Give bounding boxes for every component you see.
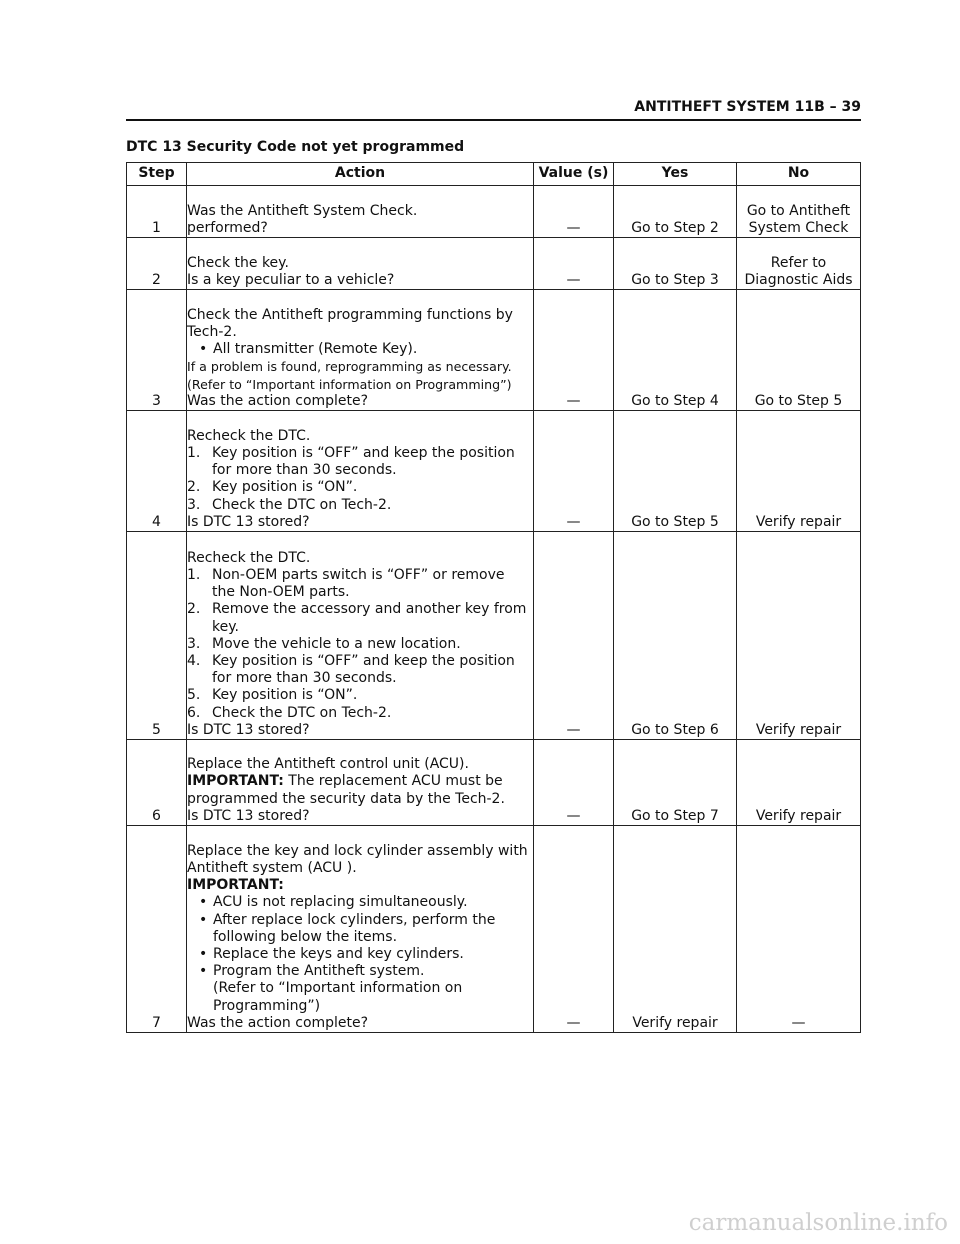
- header-rule: [126, 119, 861, 121]
- action-line: Is a key peculiar to a vehicle?: [187, 271, 395, 288]
- action-step-item: [187, 653, 533, 687]
- value-cell: —: [534, 290, 614, 411]
- no-cell: —: [737, 826, 861, 1033]
- item-line: for more than 30 seconds.: [212, 462, 397, 479]
- page-title: DTC 13 Security Code not yet programmed: [126, 139, 465, 155]
- action-cell: [187, 238, 534, 290]
- table-row: [127, 532, 861, 740]
- no-line: Diagnostic Aids: [744, 271, 853, 288]
- bullet-text: Program the Antitheft system.: [213, 963, 425, 980]
- yes-cell: Go to Step 6: [614, 532, 737, 740]
- action-step-item: [187, 497, 533, 514]
- action-cell: [187, 290, 534, 411]
- item-line: Key position is “OFF” and keep the position: [212, 444, 515, 461]
- action-step-item: [187, 687, 533, 704]
- item-number: 6.: [187, 704, 201, 721]
- action-question: Is DTC 13 stored?: [187, 721, 310, 738]
- no-cell: [737, 238, 861, 290]
- action-cell: [187, 826, 534, 1033]
- action-line: Was the Antitheft System Check.: [187, 202, 418, 219]
- no-cell: [737, 186, 861, 238]
- item-line: the Non-OEM parts.: [212, 584, 350, 601]
- page-header: ANTITHEFT SYSTEM 11B – 39: [634, 99, 861, 115]
- step-number: 5: [127, 532, 187, 740]
- yes-cell: Go to Step 3: [614, 238, 737, 290]
- item-line: key.: [212, 618, 239, 635]
- step-number: 7: [127, 826, 187, 1033]
- bullet-text: After replace lock cylinders, perform the: [213, 911, 496, 928]
- bullet-icon: •: [199, 963, 208, 980]
- bullet-icon: •: [199, 341, 208, 358]
- action-line: Replace the Antitheft control unit (ACU).: [187, 756, 469, 773]
- no-cell: Verify repair: [737, 411, 861, 532]
- important-line: [187, 773, 533, 790]
- bullet-text: All transmitter (Remote Key).: [213, 341, 418, 358]
- action-bullet: [187, 946, 533, 963]
- item-line: Key position is “ON”.: [212, 687, 358, 704]
- table-row: [127, 186, 861, 238]
- yes-cell: Go to Step 2: [614, 186, 737, 238]
- watermark: carmanualsonline.info: [688, 1210, 948, 1236]
- action-bullet: [187, 912, 533, 946]
- action-bullet: [187, 963, 533, 1015]
- bullet-icon: •: [199, 945, 208, 962]
- yes-cell: Verify repair: [614, 826, 737, 1033]
- no-line: System Check: [748, 219, 849, 236]
- item-line: for more than 30 seconds.: [212, 670, 397, 687]
- action-question: Is DTC 13 stored?: [187, 513, 310, 530]
- table-row: [127, 740, 861, 826]
- step-number: 4: [127, 411, 187, 532]
- item-number: 4.: [187, 652, 201, 669]
- action-note-line: (Refer to “Important information on Programming”): [187, 376, 512, 392]
- table-row: [127, 238, 861, 290]
- action-question: Was the action complete?: [187, 392, 369, 409]
- item-number: 3.: [187, 635, 201, 652]
- value-cell: —: [534, 411, 614, 532]
- value-cell: —: [534, 826, 614, 1033]
- step-number: 1: [127, 186, 187, 238]
- action-step-item: [187, 445, 533, 479]
- action-step-item: [187, 601, 533, 635]
- no-cell: Verify repair: [737, 740, 861, 826]
- value-cell: —: [534, 532, 614, 740]
- table-row: [127, 826, 861, 1033]
- important-label: IMPORTANT:: [187, 877, 284, 894]
- item-number: 1.: [187, 444, 201, 461]
- item-line: Key position is “OFF” and keep the position: [212, 652, 515, 669]
- bullet-icon: •: [199, 911, 208, 928]
- step-number: 2: [127, 238, 187, 290]
- action-bullet: [187, 894, 533, 911]
- item-number: 5.: [187, 687, 201, 704]
- yes-cell: Go to Step 4: [614, 290, 737, 411]
- item-line: Non-OEM parts switch is “OFF” or remove: [212, 566, 505, 583]
- action-line: Check the key.: [187, 254, 289, 271]
- table-header-row: [127, 163, 861, 186]
- action-line: Recheck the DTC.: [187, 427, 311, 444]
- item-line: Key position is “ON”.: [212, 479, 358, 496]
- column-header-step: Step: [127, 163, 187, 186]
- action-line: Tech-2.: [187, 323, 237, 340]
- table-row: [127, 411, 861, 532]
- column-header-yes: Yes: [614, 163, 737, 186]
- value-cell: —: [534, 238, 614, 290]
- no-cell: Go to Step 5: [737, 290, 861, 411]
- action-line: Replace the key and lock cylinder assembly with: [187, 842, 528, 859]
- column-header-no: No: [737, 163, 861, 186]
- item-number: 2.: [187, 479, 201, 496]
- action-line: Check the Antitheft programming functions by: [187, 306, 513, 323]
- action-cell: [187, 411, 534, 532]
- yes-cell: Go to Step 5: [614, 411, 737, 532]
- yes-cell: Go to Step 7: [614, 740, 737, 826]
- bullet-text: ACU is not replacing simultaneously.: [213, 894, 468, 911]
- action-step-item: [187, 705, 533, 722]
- action-question: Was the action complete?: [187, 1014, 369, 1031]
- action-cell: [187, 740, 534, 826]
- action-line: Antitheft system (ACU ).: [187, 859, 357, 876]
- bullet-text: Replace the keys and key cylinders.: [213, 945, 464, 962]
- column-header-action: Action: [187, 163, 534, 186]
- bullet-text: Programming”): [213, 997, 321, 1014]
- bullet-text: (Refer to “Important information on: [213, 980, 463, 997]
- bullet-text: following below the items.: [213, 928, 398, 945]
- column-header-value: Value (s): [534, 163, 614, 186]
- item-line: Check the DTC on Tech-2.: [212, 704, 392, 721]
- action-line: programmed the security data by the Tech-2.: [187, 790, 505, 807]
- item-line: Check the DTC on Tech-2.: [212, 496, 392, 513]
- action-bullet: [187, 341, 533, 358]
- action-line: performed?: [187, 219, 268, 236]
- no-line: Go to Antitheft: [746, 202, 851, 219]
- value-cell: —: [534, 740, 614, 826]
- action-cell: [187, 186, 534, 238]
- diagnostic-table: [126, 162, 861, 1033]
- action-step-item: [187, 636, 533, 653]
- step-number: 3: [127, 290, 187, 411]
- item-number: 3.: [187, 496, 201, 513]
- action-step-item: [187, 567, 533, 601]
- value-cell: —: [534, 186, 614, 238]
- no-cell: Verify repair: [737, 532, 861, 740]
- item-line: Remove the accessory and another key from: [212, 601, 527, 618]
- important-label: IMPORTANT:: [187, 773, 284, 790]
- no-line: Refer to: [770, 254, 827, 271]
- item-number: 2.: [187, 601, 201, 618]
- action-note-line: If a problem is found, reprogramming as necessary.: [187, 359, 512, 375]
- step-number: 6: [127, 740, 187, 826]
- action-step-item: [187, 479, 533, 496]
- item-number: 1.: [187, 566, 201, 583]
- action-cell: [187, 532, 534, 740]
- action-line: Recheck the DTC.: [187, 549, 311, 566]
- bullet-icon: •: [199, 894, 208, 911]
- table-row: [127, 290, 861, 411]
- item-line: Move the vehicle to a new location.: [212, 635, 461, 652]
- action-question: Is DTC 13 stored?: [187, 807, 310, 824]
- important-text: The replacement ACU must be: [283, 773, 503, 790]
